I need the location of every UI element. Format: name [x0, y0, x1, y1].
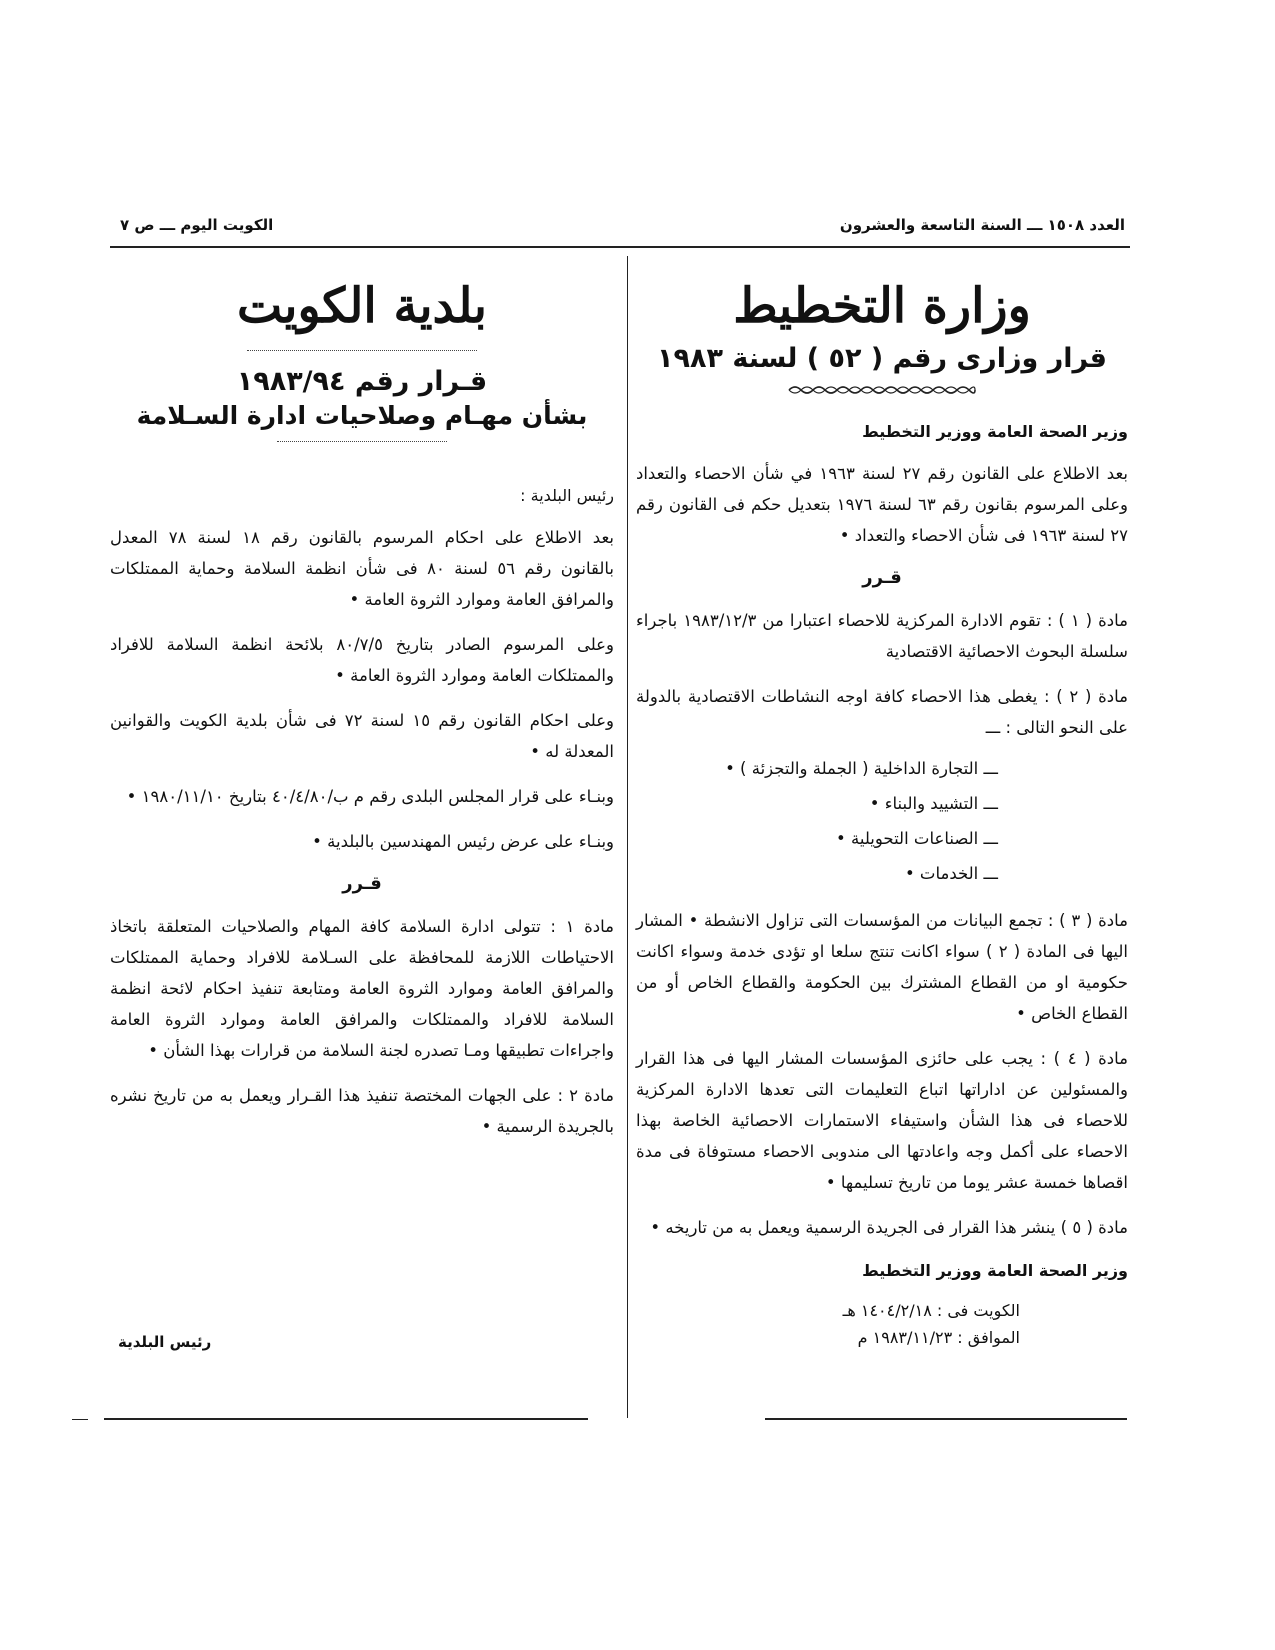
ornament-divider	[787, 384, 977, 396]
mayor-signature: رئيس البلدية	[118, 1333, 212, 1351]
decree-subject: بشأن مهـام وصلاحيات ادارة السـلامة	[136, 401, 588, 430]
subject-rule	[277, 441, 447, 442]
footer-rule-right	[765, 1418, 1127, 1420]
municipal-decision-heading: قـرر	[342, 873, 382, 894]
sector-list	[636, 751, 1128, 891]
date-gregorian: الموافق : ١٩٨٣/١١/٢٣ م	[857, 1328, 1020, 1347]
masthead-rule	[247, 350, 477, 351]
article-3: مادة ( ٣ ) : تجمع البيانات من المؤسسات التى تزاول الانشطة • المشار اليها فى المادة ( ٢ ) سواء اكانت تنتج سلعا او تؤدى خدمة وسواء اكانت حكومية او من القطاع المشترك بين الحكومة والقطاع الخاص أو من القطاع الخاص •	[636, 911, 1128, 1023]
municipal-issuer: رئيس البلدية :	[520, 486, 614, 505]
municipal-article-1: مادة ١ : تتولى ادارة السلامة كافة المهام والصلاحيات المتعلقة باتخاذ الاحتياطات اللازمة للمحافظة على السـلامة للافراد وحماية الممتلكات والمرافق العامة وموارد الثروة العامة ومتابعة تنفيذ احكام لائحة انظمة السلامة للافراد والممتلكات والمرافق العامة وموارد الثروة العامة واجراءات تطبيقها ومـا تصدره لجنة السلامة من قرارات بهذا الشأن •	[110, 917, 615, 1060]
ministry-masthead: وزارة التخطيط	[733, 278, 1031, 334]
recital-3: وعلى احكام القانون رقم ١٥ لسنة ٧٢ فى شأن بلدية الكويت والقوانين المعدلة له •	[110, 711, 615, 761]
decree-date	[636, 1297, 1128, 1351]
sector-item: ـــ الصناعات التحويلية •	[836, 829, 998, 848]
article-4: مادة ( ٤ ) : يجب على حائزى المؤسسات المشار اليها فى هذا القرار والمسئولين عن اداراتها اتباع التعليمات التى تعدها الادارة المركزية للاحصاء فى هذا الشأن واستيفاء الاستمارات الاحصائية الخاصة بهذا الاحصاء على أكمل وجه واعادتها الى مندوبى الاحصاء مستوفاة فى مدة اقصاها خمسة عشر يوما من تاريخ تسليمها •	[636, 1049, 1128, 1192]
article-5: مادة ( ٥ ) ينشر هذا القرار فى الجريدة الرسمية ويعمل به من تاريخه •	[650, 1218, 1128, 1237]
sector-item: ـــ الخدمات •	[904, 864, 998, 883]
recital-1: بعد الاطلاع على احكام المرسوم بالقانون رقم ١٨ لسنة ٧٨ المعدل بالقانون رقم ٥٦ لسنة ٨٠ فى شأن انظمة السلامة وحماية الممتلكات والمرافق العامة وموارد الثروة العامة •	[110, 528, 614, 609]
page-info: الكويت اليوم ـــ ص ٧	[120, 216, 274, 234]
footer-tick	[72, 1419, 88, 1420]
header-rule	[110, 246, 1130, 248]
minister-signature: وزير الصحة العامة ووزير التخطيط	[862, 1261, 1128, 1280]
sector-item: ـــ التشييد والبناء •	[869, 794, 998, 813]
date-hijri: الكويت فى : ١٤٠٤/٢/١٨ هـ	[842, 1301, 1020, 1320]
column-divider	[627, 256, 628, 1418]
ministry-planning-column	[636, 276, 1128, 1351]
municipal-decree-title: قـرار رقم ١٩٨٣/٩٤	[236, 366, 488, 397]
sector-item: ـــ التجارة الداخلية ( الجملة والتجزئة ) •	[725, 759, 998, 778]
recital-2: وعلى المرسوم الصادر بتاريخ ٨٠/٧/٥ بلائحة انظمة السلامة للافراد والممتلكات العامة وموارد الثروة العامة •	[110, 635, 614, 685]
preamble: بعد الاطلاع على القانون رقم ٢٧ لسنة ١٩٦٣ في شأن الاحصاء والتعداد وعلى المرسوم بقانون رقم ٦٣ لسنة ١٩٧٦ بتعديل حكم فى القانون رقم ٢٧ لسنة ١٩٦٣ فى شأن الاحصاء والتعداد •	[636, 464, 1129, 545]
decision-heading: قـرر	[862, 567, 902, 588]
issuer-line: وزير الصحة العامة ووزير التخطيط	[862, 422, 1128, 441]
municipal-article-2: مادة ٢ : على الجهات المختصة تنفيذ هذا القـرار ويعمل به من تاريخ نشره بالجريدة الرسمية •	[110, 1086, 614, 1136]
municipality-column	[110, 276, 614, 1142]
recital-5: وبنـاء على عرض رئيس المهندسين بالبلدية •	[312, 832, 614, 851]
municipality-masthead: بلدية الكويت	[236, 278, 487, 334]
footer-rule-left	[104, 1418, 588, 1420]
ministerial-decree-title: قرار وزارى رقم ( ٥٢ ) لسنة ١٩٨٣	[657, 343, 1107, 374]
recital-4: وبنـاء على قرار المجلس البلدى رقم م ب/٤٠/٤/٨٠ بتاريخ ١٩٨٠/١١/١٠ •	[126, 787, 614, 806]
issue-info: العدد ١٥٠٨ ـــ السنة التاسعة والعشرون	[839, 216, 1125, 234]
article-2: مادة ( ٢ ) : يغطى هذا الاحصاء كافة اوجه النشاطات الاقتصادية بالدولة على النحو التالى : ـــ	[636, 687, 1128, 737]
article-1: مادة ( ١ ) : تقوم الادارة المركزية للاحصاء اعتبارا من ١٩٨٣/١٢/٣ باجراء سلسلة البحوث الاحصائية الاقتصادية	[636, 611, 1128, 661]
